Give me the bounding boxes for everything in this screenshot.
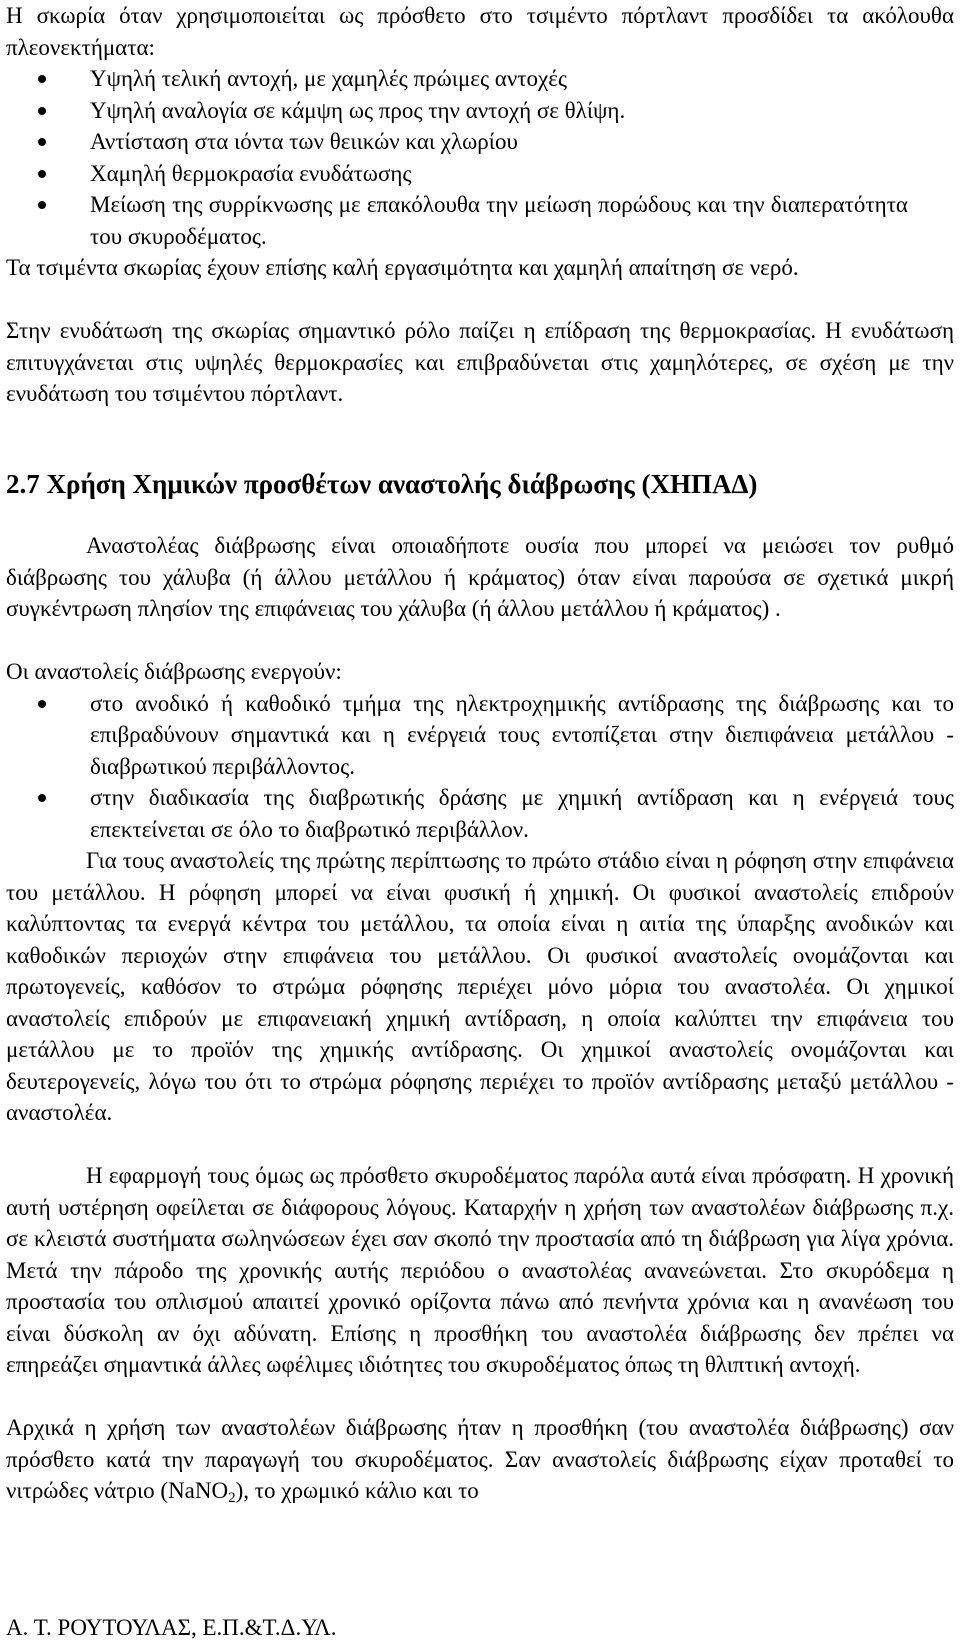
paragraph-application-concrete: Η εφαρμογή τους όμως ως πρόσθετο σκυροδέματος παρόλα αυτά είναι πρόσφατη. Η χρονική αυτή υστέρηση οφείλεται σε διάφορους λόγους. Καταρχήν η χρήση των αναστολέων διάβρωσης π.χ. σε κλειστά συστήματα σωληνώσεων έχει σαν σκοπό την προστασία από τη διάβρωση για λίγα χρόνια. Μετά την πάροδο της χρονικής αυτής περιόδου ο αναστολέας ανανεώνεται. Στο σκυρόδεμα η προστασία του οπλισμού απαιτεί χρονικό ορίζοντα πάνω από πενήντα χρόνια και η ανανέωση του είναι δύσκολη αν όχι αδύνατη. Επίσης η προσθήκη του αναστολέα διάβρωσης δεν πρέπει να επηρεάζει σημαντικά άλλες ωφέλιμες ιδιότητες του σκυροδέματος όπως τη θλιπτική αντοχή. xyxy=(6,1163,954,1377)
paragraph-inhibitors-act: Οι αναστολείς διάβρωσης ενεργούν: xyxy=(6,659,342,684)
paragraph-inhibitor-definition: Αναστολέας διάβρωσης είναι οποιαδήποτε ουσία που μπορεί να μειώσει τον ρυθμό διάβρωσης του χάλυβα (ή άλλου μετάλλου ή κράματος) όταν είναι παρούσα σε σχετικά μικρή συγκέντρωση πλησίον της επιφάνειας του χάλυβα (ή άλλου μετάλλου ή κράματος) . xyxy=(6,533,954,621)
page-footer: Α. Τ. ΡΟΥΤΟΥΛΑΣ, Ε.Π.&Τ.Δ.ΥΛ. xyxy=(6,1615,337,1640)
list-item: στην διαδικασία της διαβρωτικής δράσης με χημική αντίδραση και η ενέργειά τους επεκτείνεται σε όλο το διαβρωτικό περιβάλλον. xyxy=(90,785,954,842)
list-item: στο ανοδικό ή καθοδικό τμήμα της ηλεκτροχημικής αντίδρασης της διάβρωσης και το επιβραδύνουν σημαντικά και η ενέργειά τους εντοπίζεται στην διεπιφάνεια μετάλλου - διαβρωτικού περιβάλλοντος. xyxy=(90,690,954,779)
paragraph-slag-advantages-intro: Η σκωρία όταν χρησιμοποιείται ως πρόσθετο στο τσιμέντο πόρτλαντ προσδίδει τα ακόλουθα πλεονεκτήματα: xyxy=(6,3,954,60)
list-item: Αντίσταση στα ιόντα των θειικών και χλωρίου xyxy=(90,129,518,154)
paragraph-workability: Τα τσιμέντα σκωρίας έχουν επίσης καλή εργασιμότητα και χαμηλή απαίτηση σε νερό. xyxy=(6,255,799,280)
paragraph-hydration-temperature: Στην ενυδάτωση της σκωρίας σημαντικό ρόλο παίζει η επίδραση της θερμοκρασίας. Η ενυδάτωση επιτυγχάνεται στις υψηλές θερμοκρασίες και επιβραδύνεται στις χαμηλότερες, σε σχέση με την ενυδάτωση του τσιμέντου πόρτλαντ. xyxy=(6,318,954,406)
paragraph-initial-use-end: ), το χρωμικό κάλιο και το xyxy=(235,1478,479,1503)
paragraph-initial-use xyxy=(6,1412,954,1507)
paragraph-initial-use-text: Αρχικά η χρήση των αναστολέων διάβρωσης ήταν η προσθήκη (του αναστολέα διάβρωσης) σαν πρόσθετο κατά την παραγωγή του σκυροδέματος. Σαν αναστολείς διάβρωσης είχαν προταθεί το νιτρώδες νάτριο (NaNO xyxy=(6,1415,954,1503)
subscript: 2 xyxy=(228,1490,236,1506)
paragraph-adsorption: Για τους αναστολείς της πρώτης περίπτωσης το πρώτο στάδιο είναι η ρόφηση στην επιφάνεια του μετάλλου. Η ρόφηση μπορεί να είναι φυσική ή χημική. Οι φυσικοί αναστολείς επιδρούν καλύπτοντας τα ενεργά κέντρα του μετάλλου, τα οποία είναι η αιτία της ύπαρξης ανοδικών και καθοδικών περιοχών στην επιφάνεια του μετάλλου. Οι φυσικοί αναστολείς ονομάζονται και πρωτογενείς, καθόσον το στρώμα ρόφησης περιέχει μόνο μόρια του αναστολέα. Οι χημικοί αναστολείς επιδρούν με επιφανειακή χημική αντίδραση, η οποία καλύπτει την επιφάνεια του μετάλλου με το προϊόν της χημικής αντίδρασης. Οι χημικοί αναστολείς ονομάζονται και δευτερογενείς, λόγω του ότι το στρώμα ρόφησης περιέχει το προϊόν αντίδρασης μεταξύ μετάλλου - αναστολέα. xyxy=(6,848,954,1125)
section-heading: 2.7 Χρήση Χημικών προσθέτων αναστολής διάβρωσης (ΧΗΠΑΔ) xyxy=(6,469,758,499)
list-item: Χαμηλή θερμοκρασία ενυδάτωσης xyxy=(90,160,412,186)
list-item: Υψηλή τελική αντοχή, με χαμηλές πρώιμες αντοχές xyxy=(90,66,567,91)
list-item: Μείωση της συρρίκνωσης με επακόλουθα την μείωση πορώδους και την διαπερατότητα του σκυροδέματος. xyxy=(90,192,908,249)
list-item: Υψηλή αναλογία σε κάμψη ως προς την αντοχή σε θλίψη. xyxy=(90,97,626,123)
